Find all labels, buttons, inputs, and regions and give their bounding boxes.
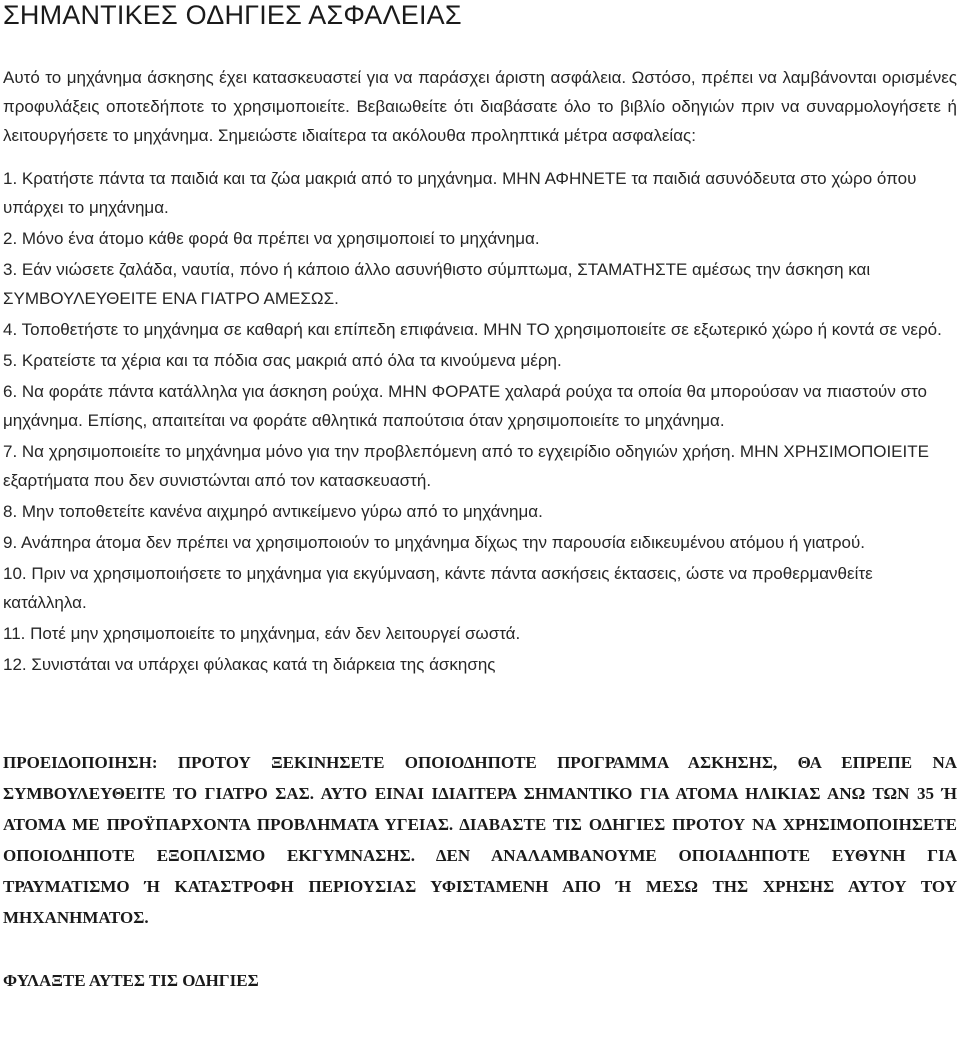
list-item: 10. Πριν να χρησιμοποιήσετε το μηχάνημα για εκγύμναση, κάντε πάντα ασκήσεις έκτασεις, ώστε να προθερμανθείτε κατάλληλα. [3,564,873,612]
safety-list [3,164,957,679]
document-page [3,0,957,991]
list-item: 8. Μην τοποθετείτε κανένα αιχμηρό αντικείμενο γύρω από το μηχάνημα. [3,502,543,521]
page-title: ΣΗΜΑΝΤΙΚΕΣ ΟΔΗΓΙΕΣ ΑΣΦΑΛΕΙΑΣ [3,0,462,30]
list-item: 3. Εάν νιώσετε ζαλάδα, ναυτία, πόνο ή κάποιο άλλο ασυνήθιστο σύμπτωμα, ΣΤΑΜΑΤΗΣΤΕ αμέσως την άσκηση και ΣΥΜΒΟΥΛΕΥΘΕΙΤΕ ΕΝΑ ΓΙΑΤΡΟ ΑΜΕΣΩΣ. [3,260,871,308]
list-item: 1. Κρατήστε πάντα τα παιδιά και τα ζώα μακριά από το μηχάνημα. ΜΗΝ ΑΦΗΝΕΤΕ τα παιδιά ασυνόδευτα στο χώρο όπου υπάρχει το μηχάνημα. [3,169,917,217]
list-item: 7. Να χρησιμοποιείτε το μηχάνημα μόνο για την προβλεπόμενη από το εγχειρίδιο οδηγιών χρήση. ΜΗΝ ΧΡΗΣΙΜΟΠΟΙΕΙΤΕ εξαρτήματα που δεν συνιστώνται από τον κατασκευαστή. [3,442,929,490]
list-item: 11. Ποτέ μην χρησιμοποιείτε το μηχάνημα, εάν δεν λειτουργεί σωστά. [3,624,521,643]
list-item: 12. Συνιστάται να υπάρχει φύλακας κατά τη διάρκεια της άσκησης [3,655,496,674]
list-item: 5. Κρατείστε τα χέρια και τα πόδια σας μακριά από όλα τα κινούμενα μέρη. [3,351,562,370]
list-item: 4. Τοποθετήστε το μηχάνημα σε καθαρή και επίπεδη επιφάνεια. ΜΗΝ ΤΟ χρησιμοποιείτε σε εξωτερικό χώρο ή κοντά σε νερό. [3,320,942,339]
list-item: 2. Μόνο ένα άτομο κάθε φορά θα πρέπει να χρησιμοποιεί το μηχάνημα. [3,229,540,248]
list-item: 6. Να φοράτε πάντα κατάλληλα για άσκηση ρούχα. ΜΗΝ ΦΟΡΑΤΕ χαλαρά ρούχα τα οποία θα μπορούσαν να πιαστούν στο μηχάνημα. Επίσης, απαιτείται να φοράτε αθλητικά παπούτσια όταν χρησιμοποιείτε το μηχάνημα. [3,382,927,430]
list-item: 9. Ανάπηρα άτομα δεν πρέπει να χρησιμοποιούν το μηχάνημα δίχως την παρουσία ειδικευμένου ατόμου ή γιατρού. [3,533,866,552]
keep-instructions-heading: ΦΥΛΑΞΤΕ ΑΥΤΕΣ ΤΙΣ ΟΔΗΓΙΕΣ [3,971,259,990]
warning-paragraph: ΠΡΟΕΙΔΟΠΟΙΗΣΗ: ΠΡΟΤΟΥ ΞΕΚΙΝΗΣΕΤΕ ΟΠΟΙΟΔΗΠΟΤΕ ΠΡΟΓΡΑΜΜΑ ΑΣΚΗΣΗΣ, ΘΑ ΕΠΡΕΠΕ ΝΑ ΣΥΜΒΟΥΛΕΥΘΕΙΤΕ ΤΟ ΓΙΑΤΡΟ ΣΑΣ. ΑΥΤΟ ΕΙΝΑΙ ΙΔΙΑΙΤΕΡΑ ΣΗΜΑΝΤΙΚΟ ΓΙΑ ΑΤΟΜΑ ΗΛΙΚΙΑΣ ΑΝΩ ΤΩΝ 35 Ή ΑΤΟΜΑ ΜΕ ΠΡΟΫΠΑΡΧΟΝΤΑ ΠΡΟΒΛΗΜΑΤΑ ΥΓΕΙΑΣ. ΔΙΑΒΑΣΤΕ ΤΙΣ ΟΔΗΓΙΕΣ ΠΡΟΤΟΥ ΝΑ ΧΡΗΣΙΜΟΠΟΙΗΣΕΤΕ ΟΠΟΙΟΔΗΠΟΤΕ ΕΞΟΠΛΙΣΜΟ ΕΚΓΥΜΝΑΣΗΣ. ΔΕΝ ΑΝΑΛΑΜΒΑΝΟΥΜΕ ΟΠΟΙΑΔΗΠΟΤΕ ΕΥΘΥΝΗ ΓΙΑ ΤΡΑΥΜΑΤΙΣΜΟ Ή ΚΑΤΑΣΤΡΟΦΗ ΠΕΡΙΟΥΣΙΑΣ ΥΦΙΣΤΑΜΕΝΗ ΑΠΟ Ή ΜΕΣΩ ΤΗΣ ΧΡΗΣΗΣ ΑΥΤΟΥ ΤΟΥ ΜΗΧΑΝΗΜΑΤΟΣ. [3,753,957,927]
intro-paragraph: Αυτό το μηχάνημα άσκησης έχει κατασκευαστεί για να παράσχει άριστη ασφάλεια. Ωστόσο, πρέπει να λαμβάνονται ορισμένες προφυλάξεις οποτεδήποτε το χρησιμοποιείτε. Βεβαιωθείτε ότι διαβάσατε όλο το βιβλίο οδηγιών πριν να συναρμολογήσετε ή λειτουργήσετε το μηχάνημα. Σημειώστε ιδιαίτερα τα ακόλουθα προληπτικά μέτρα ασφαλείας: [3,68,957,145]
